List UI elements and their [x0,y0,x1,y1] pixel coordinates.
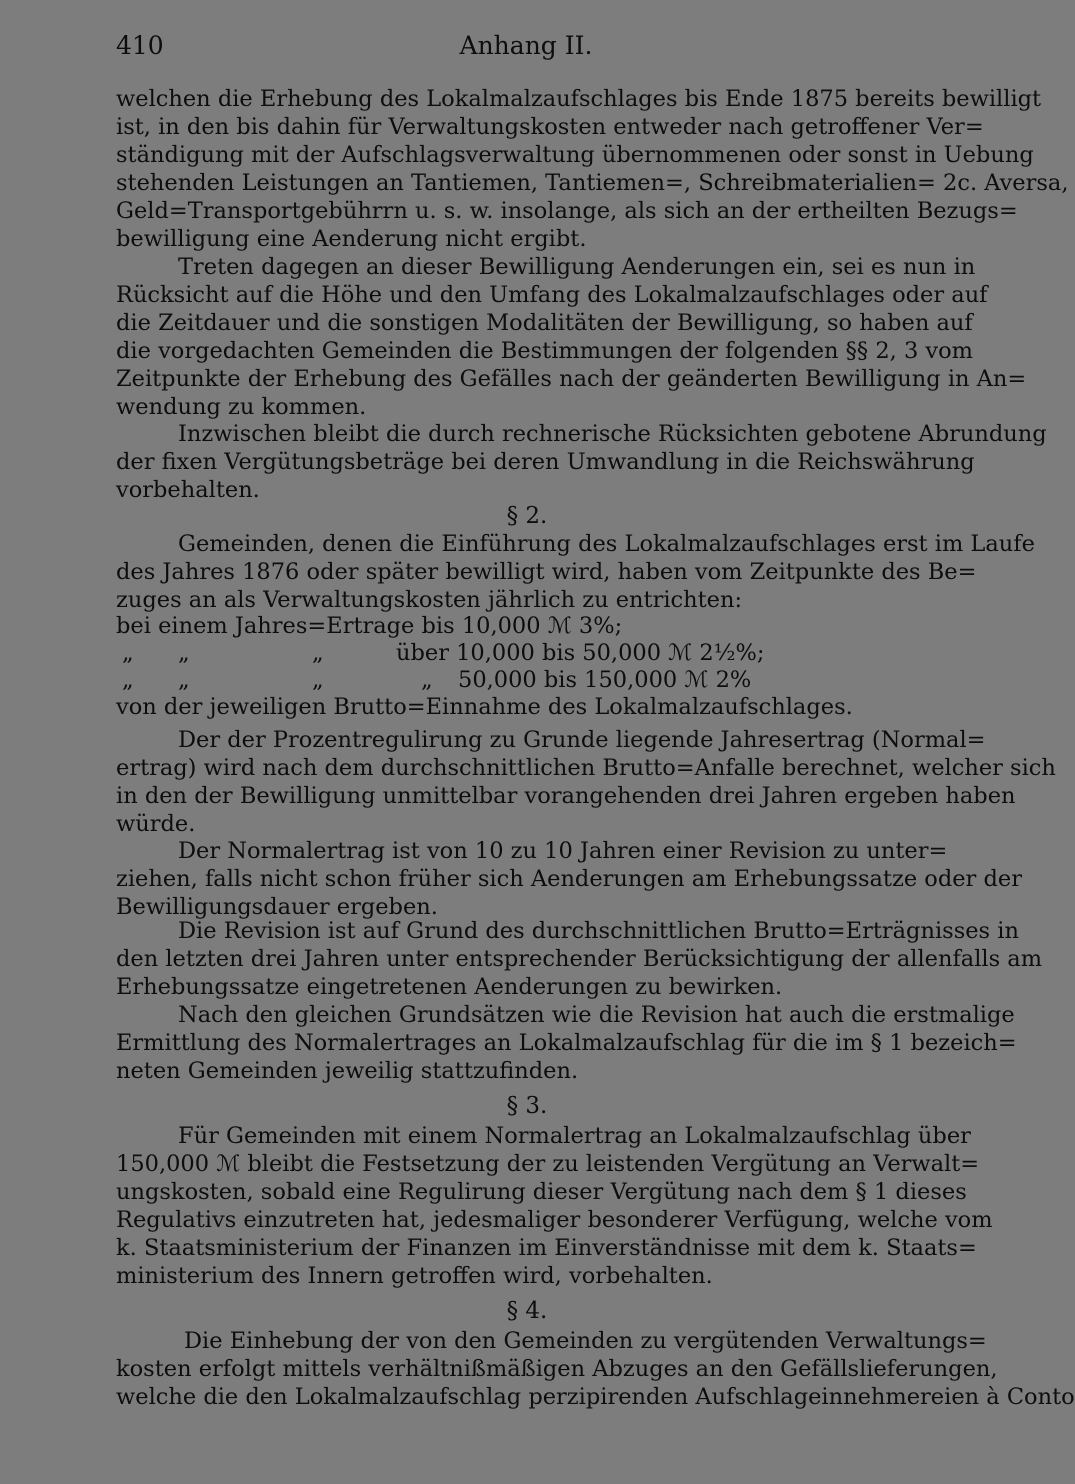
text-line: Für Gemeinden mit einem Normalertrag an Lokalmalzaufschlag über [178,1123,971,1149]
text-line: Der Normalertrag ist von 10 zu 10 Jahren einer Revision zu unter= [178,838,948,864]
text-line: bewilligung eine Aenderung nicht ergibt. [116,226,587,252]
text-line: der fixen Vergütungsbeträge bei deren Umwandlung in die Reichswährung [116,449,975,475]
page-number: 410 [116,31,164,60]
ditto-mark: „ [421,667,433,693]
text-line: Geld=Transportgebührrn u. s. w. insolange, als sich an der ertheilten Bezugs= [116,198,1018,224]
rate-text: 50,000 bis 150,000 ℳ 2% [458,667,752,693]
text-line: Ermittlung des Normalertrages an Lokalmalzaufschlag für die im § 1 bezeich= [116,1030,1017,1056]
section-heading-4: § 4. [506,1298,548,1324]
text-line: Erhebungssatze eingetretenen Aenderungen zu bewirken. [116,974,783,1000]
text-line: ständigung mit der Aufschlagsverwaltung übernommenen oder sonst in Uebung [116,142,1034,168]
text-line: Regulativs einzutreten hat, jedesmaliger besonderer Verfügung, welche vom [116,1207,993,1233]
text-line: Rücksicht auf die Höhe und den Umfang des Lokalmalzaufschlages oder auf [116,282,988,308]
text-line: Zeitpunkte der Erhebung des Gefälles nach der geänderten Bewilligung in An= [116,366,1027,392]
text-line: würde. [116,811,196,837]
text-line: Gemeinden, denen die Einführung des Lokalmalzaufschlages erst im Laufe [178,531,1035,557]
text-line: von der jeweiligen Brutto=Einnahme des Lokalmalzaufschlages. [116,694,853,720]
section-heading-3: § 3. [506,1093,548,1119]
text-line: welche die den Lokalmalzaufschlag perzipirenden Aufschlageinnehmereien à Conto [116,1384,1075,1410]
text-line: Inzwischen bleibt die durch rechnerische Rücksichten gebotene Abrundung [178,421,1047,447]
rate-row-1: bei einem Jahres=Ertrage bis 10,000 ℳ 3%; [116,613,623,639]
text-line: Bewilligungsdauer ergeben. [116,894,438,920]
ditto-mark: „ [122,640,134,666]
text-line: welchen die Erhebung des Lokalmalzaufschlages bis Ende 1875 bereits bewilligt [116,86,1042,112]
text-line: kosten erfolgt mittels verhältnißmäßigen Abzuges an den Gefällslieferungen, [116,1356,998,1382]
text-line: des Jahres 1876 oder später bewilligt wird, haben vom Zeitpunkte des Be= [116,559,977,585]
text-line: in den der Bewilligung unmittelbar vorangehenden drei Jahren ergeben haben [116,783,1016,809]
ditto-mark: „ [122,667,134,693]
text-line: ertrag) wird nach dem durchschnittlichen Brutto=Anfalle berechnet, welcher sich [116,755,1056,781]
ditto-mark: „ [312,667,324,693]
text-line: k. Staatsministerium der Finanzen im Einverständnisse mit dem k. Staats= [116,1235,977,1261]
text-line: die vorgedachten Gemeinden die Bestimmungen der folgenden §§ 2, 3 vom [116,338,974,364]
page-header [116,28,936,64]
rate-text: über 10,000 bis 50,000 ℳ 2½%; [396,640,765,666]
text-line: zuges an als Verwaltungskosten jährlich zu entrichten: [116,587,743,613]
text-line: die Zeitdauer und die sonstigen Modalitäten der Bewilligung, so haben auf [116,310,973,336]
text-line: wendung zu kommen. [116,394,367,420]
text-line: neten Gemeinden jeweilig stattzufinden. [116,1058,579,1084]
text-line: Treten dagegen an dieser Bewilligung Aenderungen ein, sei es nun in [178,254,976,280]
text-line: ministerium des Innern getroffen wird, vorbehalten. [116,1263,713,1289]
text-line: 150,000 ℳ bleibt die Festsetzung der zu leistenden Vergütung an Verwalt= [116,1151,980,1177]
text-line: Die Einhebung der von den Gemeinden zu vergütenden Verwaltungs= [184,1328,987,1354]
text-line: ungskosten, sobald eine Regulirung dieser Vergütung nach dem § 1 dieses [116,1179,967,1205]
text-line: vorbehalten. [116,477,260,503]
rate-row-2 [116,640,938,667]
text-line: Nach den gleichen Grundsätzen wie die Revision hat auch die erstmalige [178,1002,1015,1028]
rate-row-3 [116,667,938,694]
text-line: stehenden Leistungen an Tantiemen, Tantiemen=, Schreibmaterialien= 2c. Aversa, [116,170,1069,196]
text-line: Die Revision ist auf Grund des durchschnittlichen Brutto=Erträgnisses in [178,918,1019,944]
text-line: ist, in den bis dahin für Verwaltungskosten entweder nach getroffener Ver= [116,114,984,140]
ditto-mark: „ [178,667,190,693]
section-heading-2: § 2. [506,503,548,529]
text-line: ziehen, falls nicht schon früher sich Aenderungen am Erhebungssatze oder der [116,866,1022,892]
text-line: Der der Prozentregulirung zu Grunde liegende Jahresertrag (Normal= [178,727,986,753]
text-line: den letzten drei Jahren unter entsprechender Berücksichtigung der allenfalls am [116,946,1043,972]
running-head: Anhang II. [459,31,593,60]
ditto-mark: „ [312,640,324,666]
ditto-mark: „ [178,640,190,666]
